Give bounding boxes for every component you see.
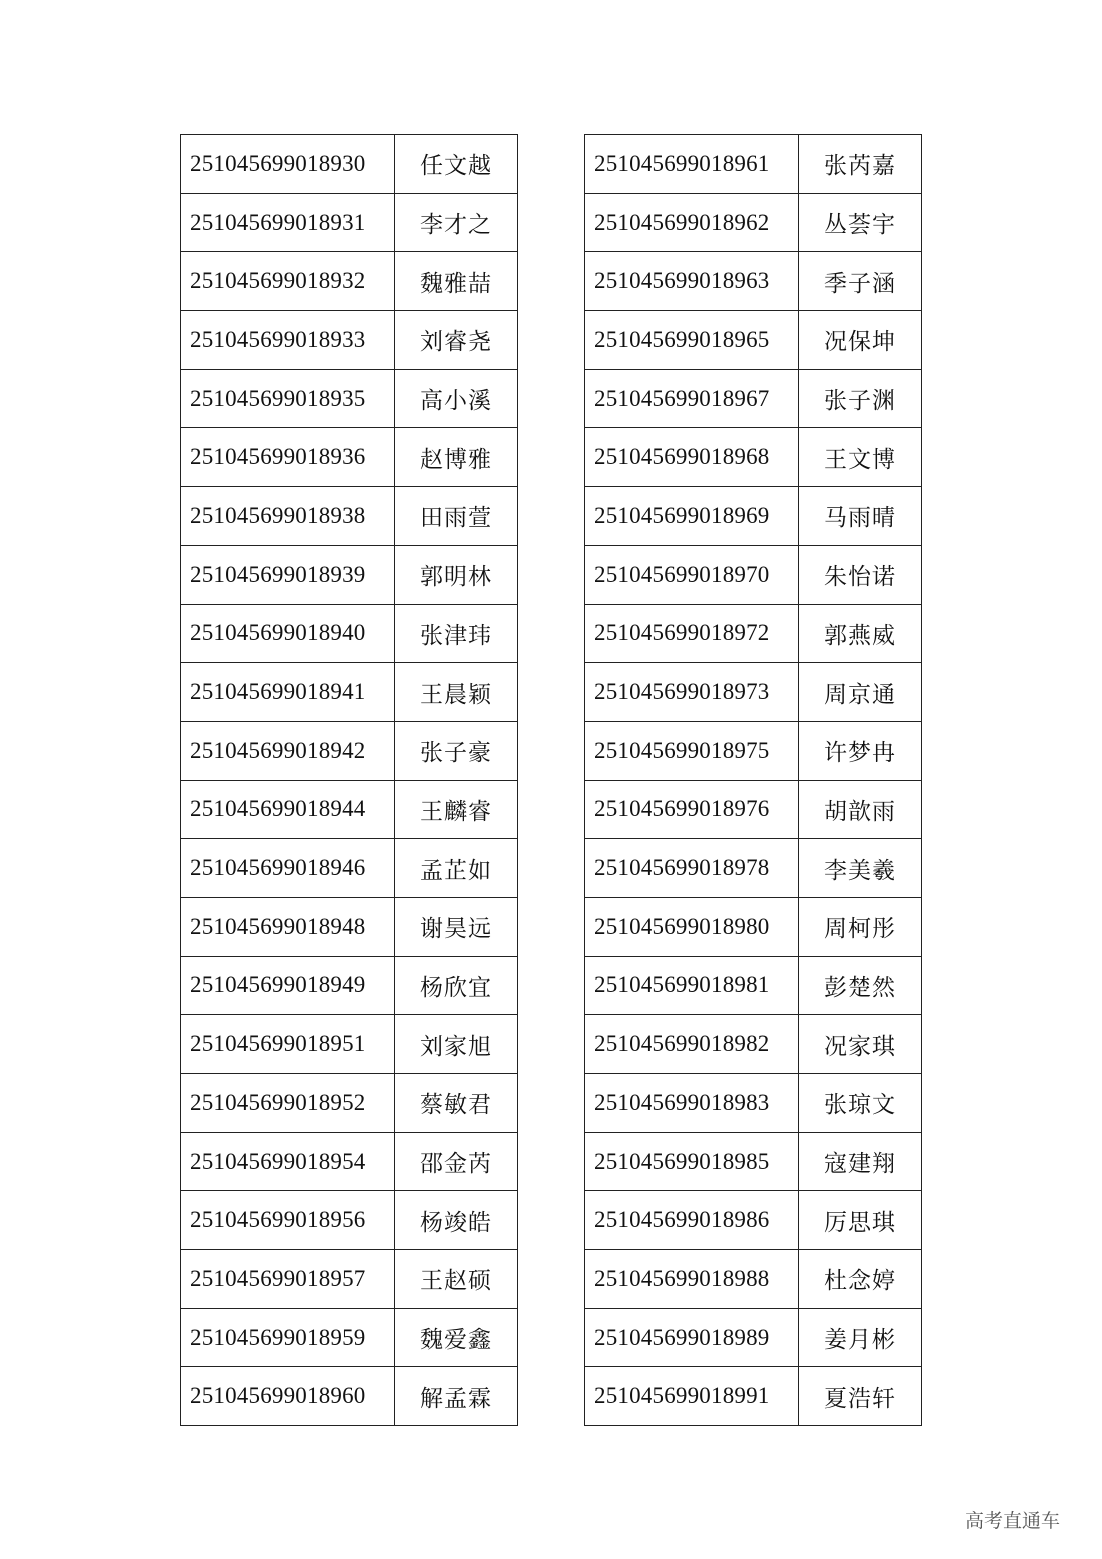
candidate-name: 魏雅喆 <box>395 252 518 311</box>
table-row <box>181 1308 518 1367</box>
candidate-id: 251045699018980 <box>585 897 799 956</box>
table-row <box>585 604 922 663</box>
table-row <box>181 193 518 252</box>
table-row <box>585 252 922 311</box>
candidate-id: 251045699018985 <box>585 1132 799 1191</box>
candidate-name: 刘睿尧 <box>395 311 518 370</box>
table-row <box>181 1250 518 1309</box>
candidate-id: 251045699018961 <box>585 135 799 194</box>
table-row <box>181 1132 518 1191</box>
candidate-name: 郭燕威 <box>799 604 922 663</box>
candidate-name: 许梦冉 <box>799 721 922 780</box>
table-row <box>585 487 922 546</box>
table-row <box>585 193 922 252</box>
candidate-name: 况家琪 <box>799 1015 922 1074</box>
candidate-name: 王麟睿 <box>395 780 518 839</box>
candidate-id: 251045699018969 <box>585 487 799 546</box>
candidate-name: 杜念婷 <box>799 1250 922 1309</box>
candidate-name: 高小溪 <box>395 369 518 428</box>
candidate-name: 季子涵 <box>799 252 922 311</box>
candidate-name: 况保坤 <box>799 311 922 370</box>
candidate-name: 王赵硕 <box>395 1250 518 1309</box>
candidate-id: 251045699018935 <box>181 369 395 428</box>
table-row <box>585 311 922 370</box>
table-row <box>585 1250 922 1309</box>
candidate-name: 彭楚然 <box>799 956 922 1015</box>
table-row <box>181 604 518 663</box>
candidate-id: 251045699018932 <box>181 252 395 311</box>
table-row <box>181 663 518 722</box>
candidate-id: 251045699018983 <box>585 1074 799 1133</box>
candidate-name: 邵金芮 <box>395 1132 518 1191</box>
candidate-id: 251045699018989 <box>585 1308 799 1367</box>
table-row <box>585 1191 922 1250</box>
candidate-name: 夏浩轩 <box>799 1367 922 1426</box>
candidate-name: 任文越 <box>395 135 518 194</box>
candidate-name: 谢昊远 <box>395 897 518 956</box>
table-row <box>181 897 518 956</box>
candidate-name: 丛荟宇 <box>799 193 922 252</box>
candidate-id: 251045699018960 <box>181 1367 395 1426</box>
table-row <box>181 839 518 898</box>
candidate-id: 251045699018986 <box>585 1191 799 1250</box>
candidate-name: 田雨萱 <box>395 487 518 546</box>
table-row <box>181 780 518 839</box>
candidate-name: 胡歆雨 <box>799 780 922 839</box>
candidate-id: 251045699018930 <box>181 135 395 194</box>
candidate-id: 251045699018942 <box>181 721 395 780</box>
table-row <box>585 663 922 722</box>
candidate-id: 251045699018952 <box>181 1074 395 1133</box>
candidate-name: 张津玮 <box>395 604 518 663</box>
candidate-id: 251045699018931 <box>181 193 395 252</box>
candidate-id: 251045699018962 <box>585 193 799 252</box>
table-row <box>181 545 518 604</box>
table-row <box>585 897 922 956</box>
candidate-id: 251045699018954 <box>181 1132 395 1191</box>
candidate-name: 姜月彬 <box>799 1308 922 1367</box>
table-row <box>181 956 518 1015</box>
candidate-name: 赵博雅 <box>395 428 518 487</box>
candidate-id: 251045699018981 <box>585 956 799 1015</box>
table-row <box>585 369 922 428</box>
candidate-name: 王晨颖 <box>395 663 518 722</box>
table-row <box>181 428 518 487</box>
candidate-name: 刘家旭 <box>395 1015 518 1074</box>
candidate-id: 251045699018968 <box>585 428 799 487</box>
candidate-id: 251045699018951 <box>181 1015 395 1074</box>
candidate-id: 251045699018973 <box>585 663 799 722</box>
candidate-id: 251045699018982 <box>585 1015 799 1074</box>
candidate-name: 周柯彤 <box>799 897 922 956</box>
candidate-table-right <box>584 134 922 1426</box>
candidate-id: 251045699018988 <box>585 1250 799 1309</box>
candidate-id: 251045699018957 <box>181 1250 395 1309</box>
candidate-name: 朱怡诺 <box>799 545 922 604</box>
candidate-name: 蔡敏君 <box>395 1074 518 1133</box>
candidate-name: 杨竣皓 <box>395 1191 518 1250</box>
table-row <box>181 487 518 546</box>
table-row <box>585 428 922 487</box>
candidate-id: 251045699018948 <box>181 897 395 956</box>
candidate-name: 周京通 <box>799 663 922 722</box>
candidate-name: 马雨晴 <box>799 487 922 546</box>
table-row <box>585 780 922 839</box>
table-row <box>181 311 518 370</box>
table-row <box>181 1015 518 1074</box>
candidate-id: 251045699018975 <box>585 721 799 780</box>
candidate-id: 251045699018965 <box>585 311 799 370</box>
candidate-id: 251045699018949 <box>181 956 395 1015</box>
candidate-name: 张子豪 <box>395 721 518 780</box>
candidate-name: 杨欣宜 <box>395 956 518 1015</box>
candidate-name: 张子渊 <box>799 369 922 428</box>
table-row <box>585 1074 922 1133</box>
table-row <box>181 369 518 428</box>
candidate-name: 郭明林 <box>395 545 518 604</box>
table-row <box>181 721 518 780</box>
table-row <box>181 135 518 194</box>
candidate-id: 251045699018939 <box>181 545 395 604</box>
candidate-id: 251045699018946 <box>181 839 395 898</box>
table-row <box>181 1367 518 1426</box>
table-row <box>585 1132 922 1191</box>
table-row <box>585 1015 922 1074</box>
candidate-id: 251045699018970 <box>585 545 799 604</box>
table-row <box>585 545 922 604</box>
candidate-id: 251045699018972 <box>585 604 799 663</box>
candidate-name: 李才之 <box>395 193 518 252</box>
candidate-name: 寇建翔 <box>799 1132 922 1191</box>
candidate-id: 251045699018944 <box>181 780 395 839</box>
table-row <box>585 135 922 194</box>
candidate-id: 251045699018959 <box>181 1308 395 1367</box>
candidate-id: 251045699018938 <box>181 487 395 546</box>
table-row <box>585 1308 922 1367</box>
table-row <box>181 1074 518 1133</box>
table-row <box>585 956 922 1015</box>
table-row <box>585 1367 922 1426</box>
candidate-name: 张琼文 <box>799 1074 922 1133</box>
candidate-table-left <box>180 134 518 1426</box>
candidate-id: 251045699018967 <box>585 369 799 428</box>
candidate-id: 251045699018978 <box>585 839 799 898</box>
candidate-id: 251045699018976 <box>585 780 799 839</box>
table-row <box>585 721 922 780</box>
candidate-name: 张芮嘉 <box>799 135 922 194</box>
table-row <box>181 1191 518 1250</box>
candidate-id: 251045699018956 <box>181 1191 395 1250</box>
watermark: 高考直通车 <box>965 1510 1061 1532</box>
candidate-name: 李美羲 <box>799 839 922 898</box>
table-row <box>585 839 922 898</box>
candidate-name: 魏爱鑫 <box>395 1308 518 1367</box>
candidate-id: 251045699018936 <box>181 428 395 487</box>
candidate-name: 厉思琪 <box>799 1191 922 1250</box>
candidate-id: 251045699018941 <box>181 663 395 722</box>
candidate-name: 孟芷如 <box>395 839 518 898</box>
candidate-id: 251045699018940 <box>181 604 395 663</box>
candidate-id: 251045699018933 <box>181 311 395 370</box>
table-row <box>181 252 518 311</box>
candidate-id: 251045699018963 <box>585 252 799 311</box>
candidate-id: 251045699018991 <box>585 1367 799 1426</box>
candidate-name: 王文博 <box>799 428 922 487</box>
candidate-name: 解孟霖 <box>395 1367 518 1426</box>
